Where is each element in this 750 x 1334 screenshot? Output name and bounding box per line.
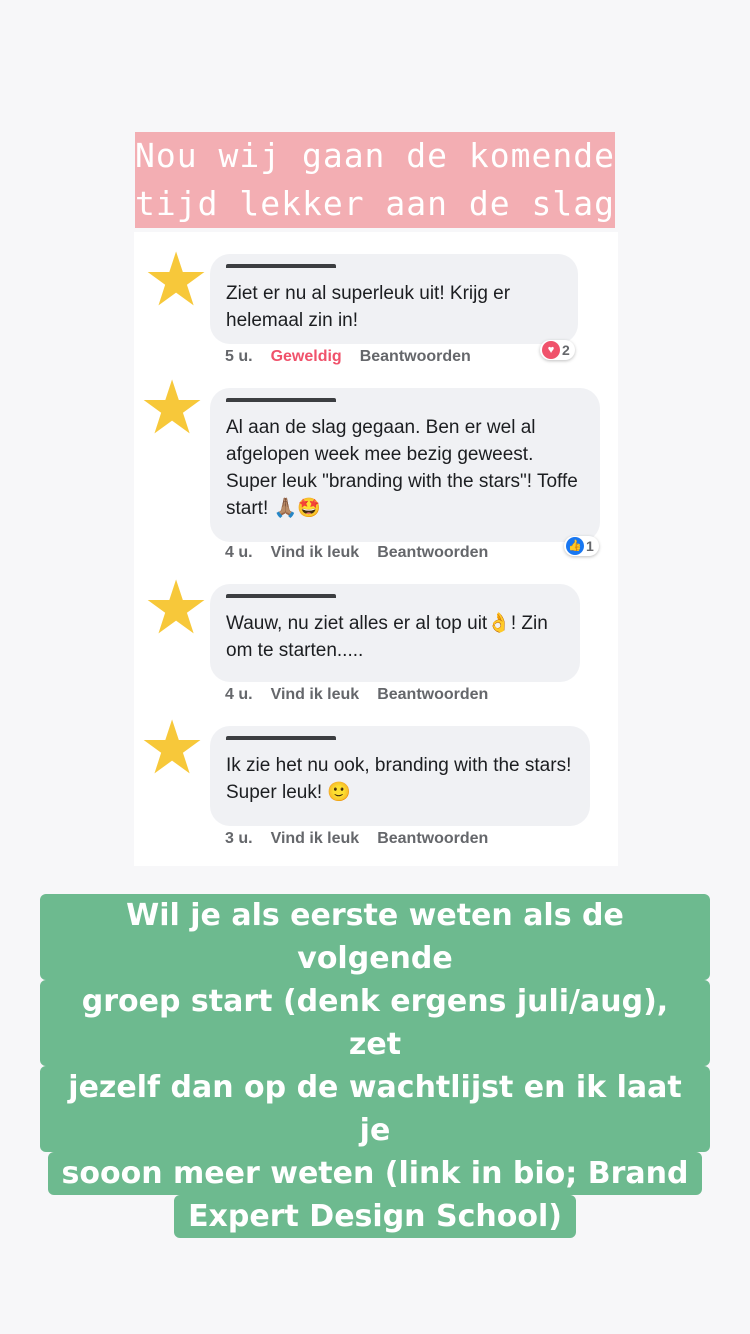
author-name-hidden: [226, 398, 336, 406]
comment-text: Ziet er nu al superleuk uit! Krijg er helemaal zin in!: [226, 283, 511, 331]
bottom-caption-line-4: sooon meer weten (link in bio; Brand: [48, 1152, 703, 1195]
reply-button[interactable]: Beantwoorden: [377, 544, 489, 561]
author-name-hidden: [226, 594, 336, 602]
comment-meta: [225, 348, 489, 366]
bottom-caption-line-2: groep start (denk ergens juli/aug), zet: [40, 980, 710, 1066]
comment-time: 4 u.: [225, 686, 253, 703]
comment-text: Ik zie het nu ook, branding with the stars! Super leuk! 🙂: [226, 755, 572, 803]
comments-screenshot: [134, 232, 618, 866]
comment-bubble: [210, 254, 578, 344]
bottom-caption-line-1: Wil je als eerste weten als de volgende: [40, 894, 710, 980]
top-caption-line-1: Nou wij gaan de komende: [135, 132, 615, 180]
reaction-count-badge[interactable]: [540, 340, 575, 360]
author-name-hidden: [226, 736, 336, 744]
bottom-caption: [40, 894, 710, 1238]
comment-bubble: [210, 726, 590, 826]
comment-text: Al aan de slag gegaan. Ben er wel al afgelopen week mee bezig geweest. Super leuk "branding with the stars"! Toffe start! 🙏🏽🤩: [226, 417, 578, 519]
like-button[interactable]: Vind ik leuk: [270, 686, 360, 703]
top-caption-line-2: tijd lekker aan de slag: [135, 180, 615, 228]
thumbs-up-icon: 👍: [566, 537, 584, 555]
comment-meta: [225, 686, 506, 704]
star-sticker-icon: ★: [142, 237, 210, 323]
comment-text: Wauw, nu ziet alles er al top uit👌! Zin om te starten.....: [226, 613, 548, 661]
reaction-count: 2: [562, 342, 570, 358]
reply-button[interactable]: Beantwoorden: [377, 686, 489, 703]
reaction-count-badge[interactable]: [564, 536, 599, 556]
comment-time: 4 u.: [225, 544, 253, 561]
heart-icon: ♥: [542, 341, 560, 359]
comment-bubble: [210, 388, 600, 542]
bottom-caption-line-3: jezelf dan op de wachtlijst en ik laat je: [40, 1066, 710, 1152]
star-sticker-icon: ★: [138, 705, 206, 791]
reaction-count: 1: [586, 538, 594, 554]
comment-bubble: [210, 584, 580, 682]
star-sticker-icon: ★: [142, 565, 210, 651]
bottom-caption-line-5: Expert Design School): [174, 1195, 576, 1238]
comment-time: 3 u.: [225, 830, 253, 847]
like-button[interactable]: Vind ik leuk: [270, 830, 360, 847]
author-name-hidden: [226, 264, 336, 272]
reply-button[interactable]: Beantwoorden: [359, 348, 471, 365]
comment-time: 5 u.: [225, 348, 253, 365]
reaction-button[interactable]: Geweldig: [270, 348, 342, 365]
reply-button[interactable]: Beantwoorden: [377, 830, 489, 847]
comment-meta: [225, 544, 506, 562]
comment-meta: [225, 830, 506, 848]
star-sticker-icon: ★: [138, 365, 206, 451]
like-button[interactable]: Vind ik leuk: [270, 544, 360, 561]
